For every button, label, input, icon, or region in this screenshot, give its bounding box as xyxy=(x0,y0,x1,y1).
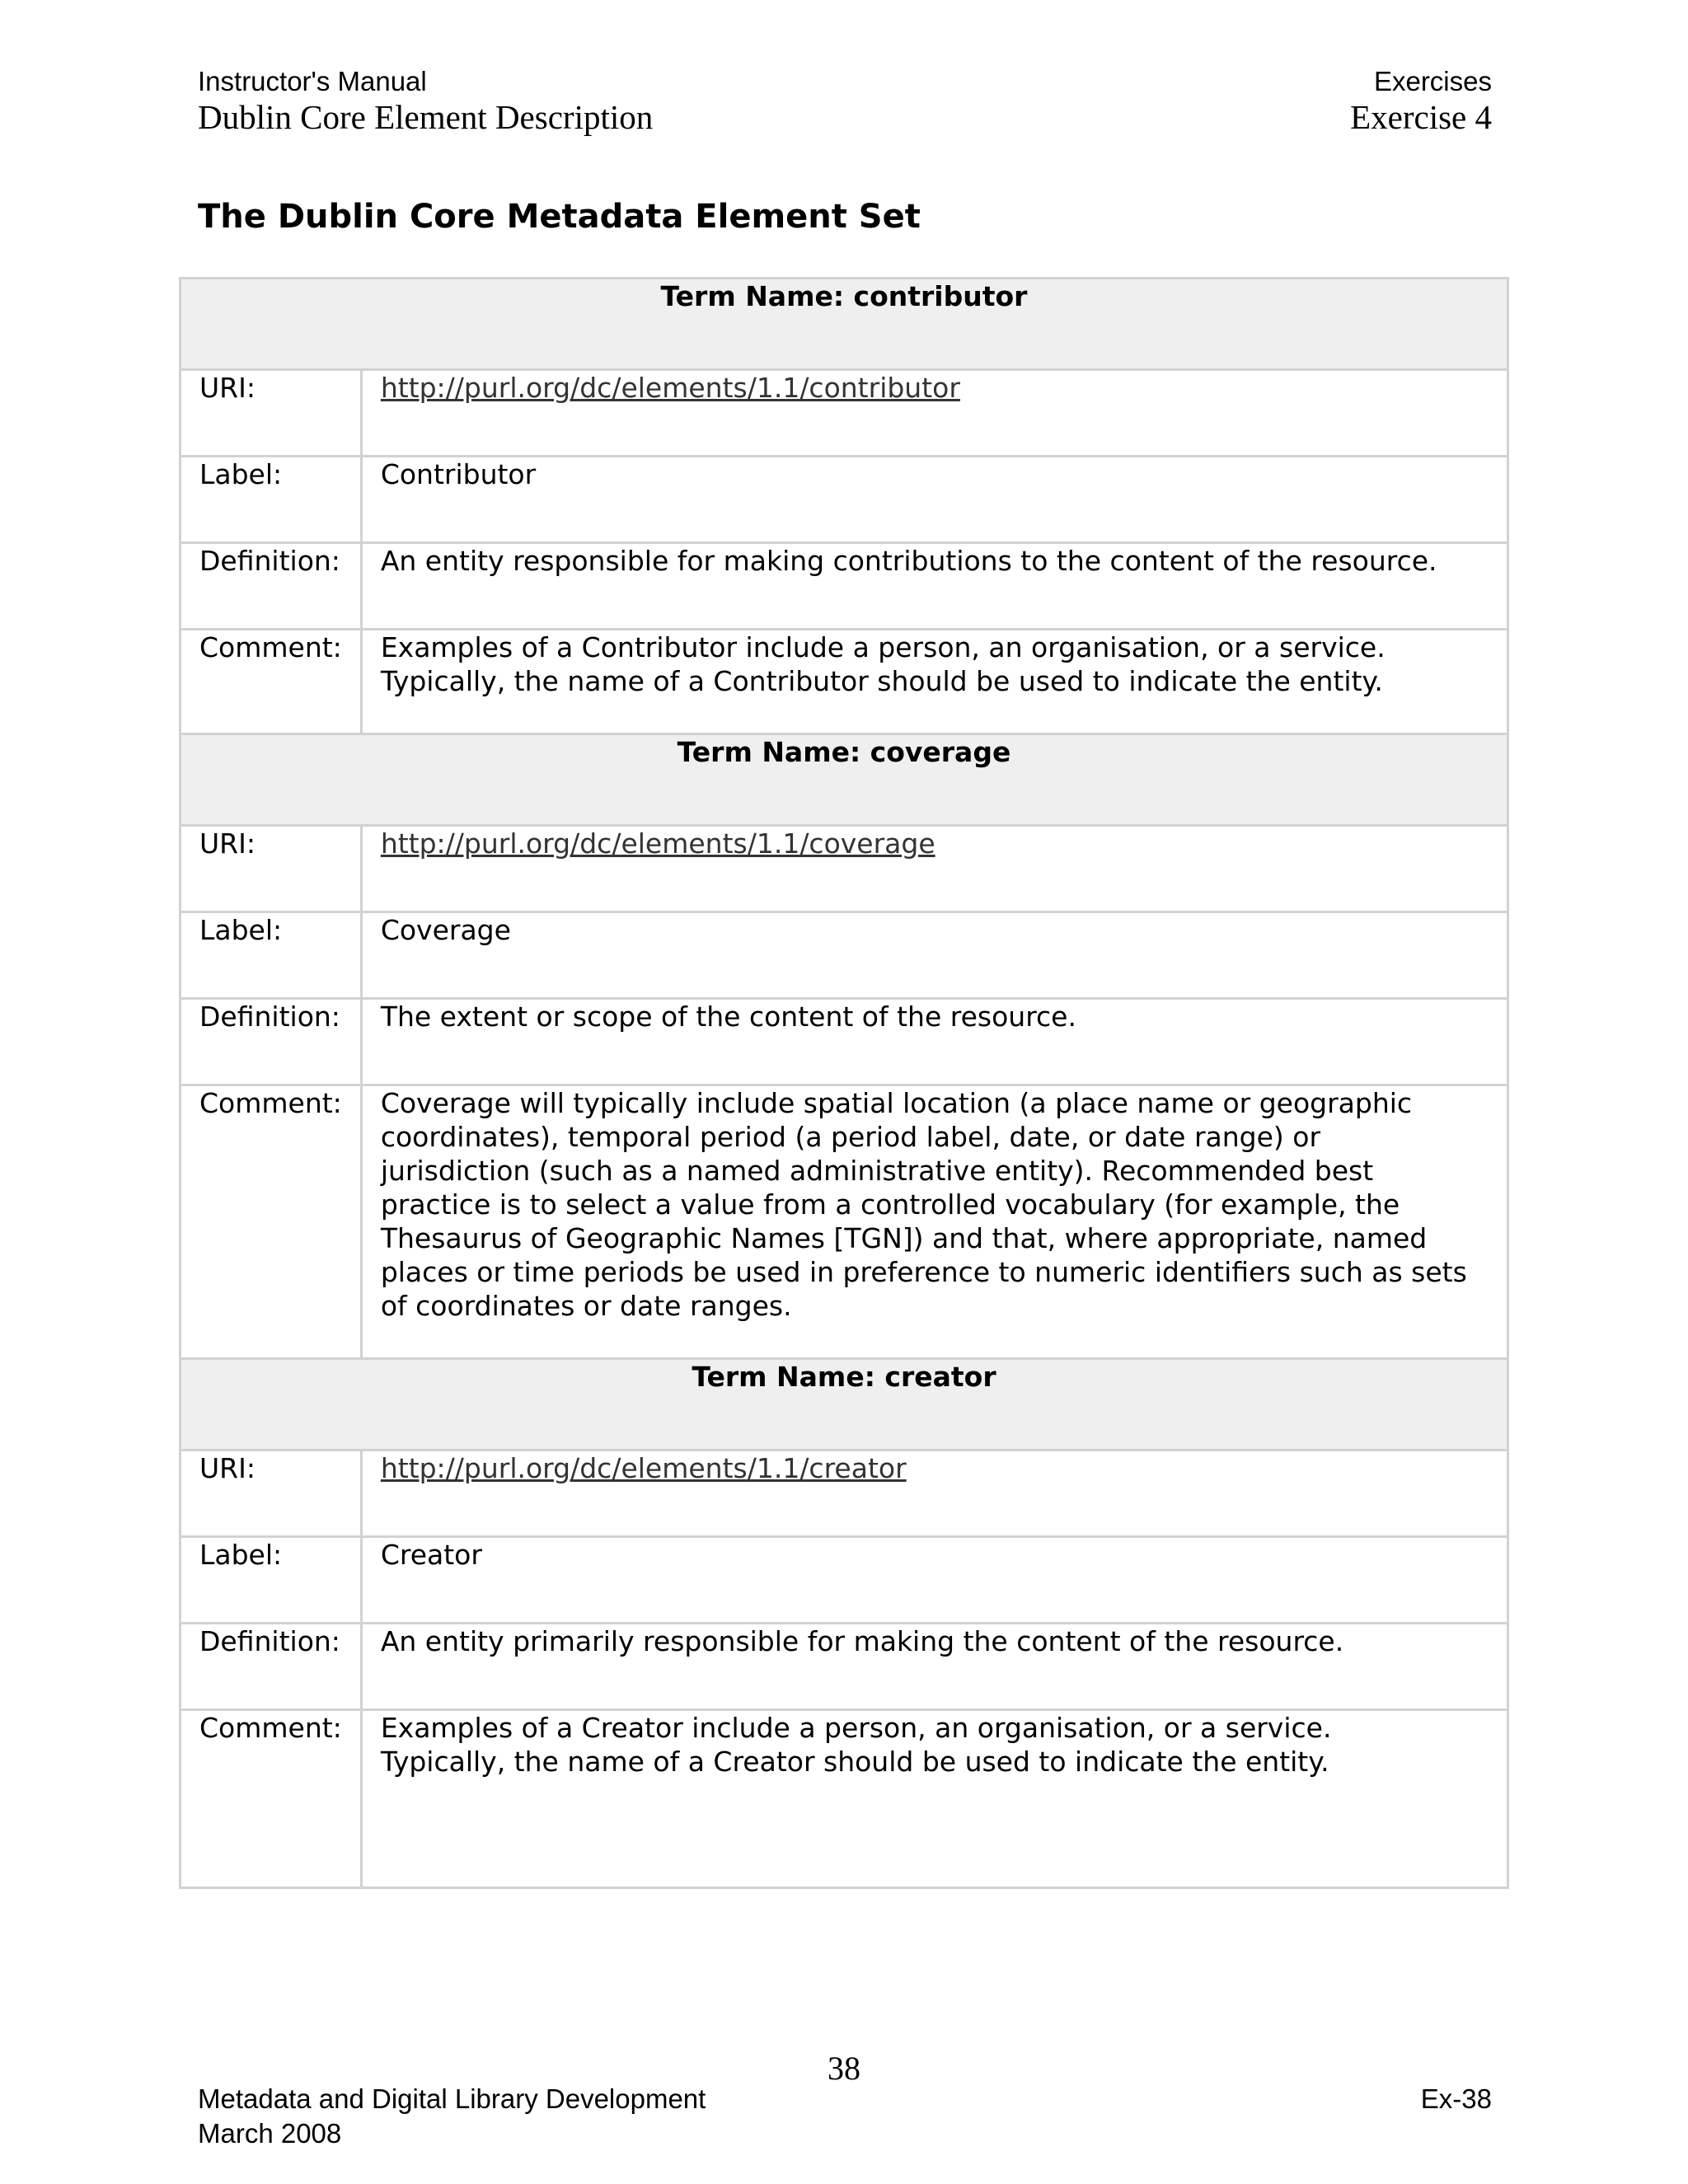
term-heading: Term Name: contributor xyxy=(181,279,1508,370)
definition-label: Definition: xyxy=(181,543,362,630)
term-heading-row xyxy=(181,1359,1508,1451)
definition-row xyxy=(181,543,1508,630)
definition-row xyxy=(181,999,1508,1085)
comment-label: Comment: xyxy=(181,1710,362,1888)
label-row xyxy=(181,1537,1508,1624)
uri-label: URI: xyxy=(181,826,362,912)
comment-line: places or time periods be used in preference to numeric identifiers such as sets xyxy=(380,1256,1467,1288)
label-label: Label: xyxy=(181,457,362,543)
header-section-title: Dublin Core Element Description xyxy=(198,98,654,136)
footer-date: March 2008 xyxy=(198,2118,342,2149)
comment-line: of coordinates or date ranges. xyxy=(380,1290,792,1322)
term-heading: Term Name: coverage xyxy=(181,734,1508,826)
definition-value: An entity responsible for making contributions to the content of the resource. xyxy=(361,543,1507,630)
term-heading: Term Name: creator xyxy=(181,1359,1508,1451)
definition-value: The extent or scope of the content of the resource. xyxy=(361,999,1507,1085)
definition-label: Definition: xyxy=(181,999,362,1085)
label-value: Creator xyxy=(361,1537,1507,1624)
page-number: 38 xyxy=(828,2050,860,2087)
page-title: The Dublin Core Metadata Element Set xyxy=(198,198,921,236)
uri-link[interactable]: http://purl.org/dc/elements/1.1/contributor xyxy=(380,372,960,404)
label-row xyxy=(181,912,1508,999)
comment-label: Comment: xyxy=(181,1085,362,1359)
term-heading-row xyxy=(181,734,1508,826)
definition-value: An entity primarily responsible for making the content of the resource. xyxy=(361,1624,1507,1710)
uri-value xyxy=(361,826,1507,912)
footer-page-code: Ex-38 xyxy=(1420,2083,1492,2114)
uri-link[interactable]: http://purl.org/dc/elements/1.1/coverage xyxy=(380,827,935,860)
metadata-table xyxy=(179,277,1509,1889)
comment-line: practice is to select a value from a controlled vocabulary (for example, the xyxy=(380,1188,1400,1221)
comment-value xyxy=(361,1085,1507,1359)
comment-row xyxy=(181,1085,1508,1359)
label-value: Contributor xyxy=(361,457,1507,543)
comment-value xyxy=(361,1710,1507,1888)
comment-line: jurisdiction (such as a named administrative entity). Recommended best xyxy=(380,1155,1374,1187)
uri-value xyxy=(361,370,1507,457)
uri-row xyxy=(181,826,1508,912)
comment-label: Comment: xyxy=(181,630,362,734)
comment-line: Thesaurus of Geographic Names [TGN]) and that, where appropriate, named xyxy=(380,1222,1428,1254)
label-row xyxy=(181,457,1508,543)
definition-row xyxy=(181,1624,1508,1710)
header-manual: Instructor's Manual xyxy=(198,66,427,96)
comment-row xyxy=(181,630,1508,734)
label-value: Coverage xyxy=(361,912,1507,999)
header-exercises: Exercises xyxy=(1373,66,1492,96)
uri-value xyxy=(361,1451,1507,1537)
comment-line: Typically, the name of a Contributor should be used to indicate the entity. xyxy=(380,665,1383,697)
header-exercise-number: Exercise 4 xyxy=(1350,98,1492,136)
comment-line: coordinates), temporal period (a period label, date, or date range) or xyxy=(380,1121,1321,1153)
uri-row xyxy=(181,1451,1508,1537)
footer-course-title: Metadata and Digital Library Development xyxy=(198,2083,706,2114)
uri-row xyxy=(181,370,1508,457)
uri-label: URI: xyxy=(181,1451,362,1537)
comment-line: Examples of a Contributor include a person, an organisation, or a service. xyxy=(380,631,1386,663)
comment-line: Coverage will typically include spatial location (a place name or geographic xyxy=(380,1087,1413,1119)
comment-line: Examples of a Creator include a person, an organisation, or a service. xyxy=(380,1712,1332,1744)
label-label: Label: xyxy=(181,1537,362,1624)
definition-label: Definition: xyxy=(181,1624,362,1710)
term-heading-row xyxy=(181,279,1508,370)
uri-link[interactable]: http://purl.org/dc/elements/1.1/creator xyxy=(380,1452,907,1484)
comment-value xyxy=(361,630,1507,734)
uri-label: URI: xyxy=(181,370,362,457)
comment-row xyxy=(181,1710,1508,1888)
comment-line: Typically, the name of a Creator should be used to indicate the entity. xyxy=(380,1746,1329,1778)
label-label: Label: xyxy=(181,912,362,999)
